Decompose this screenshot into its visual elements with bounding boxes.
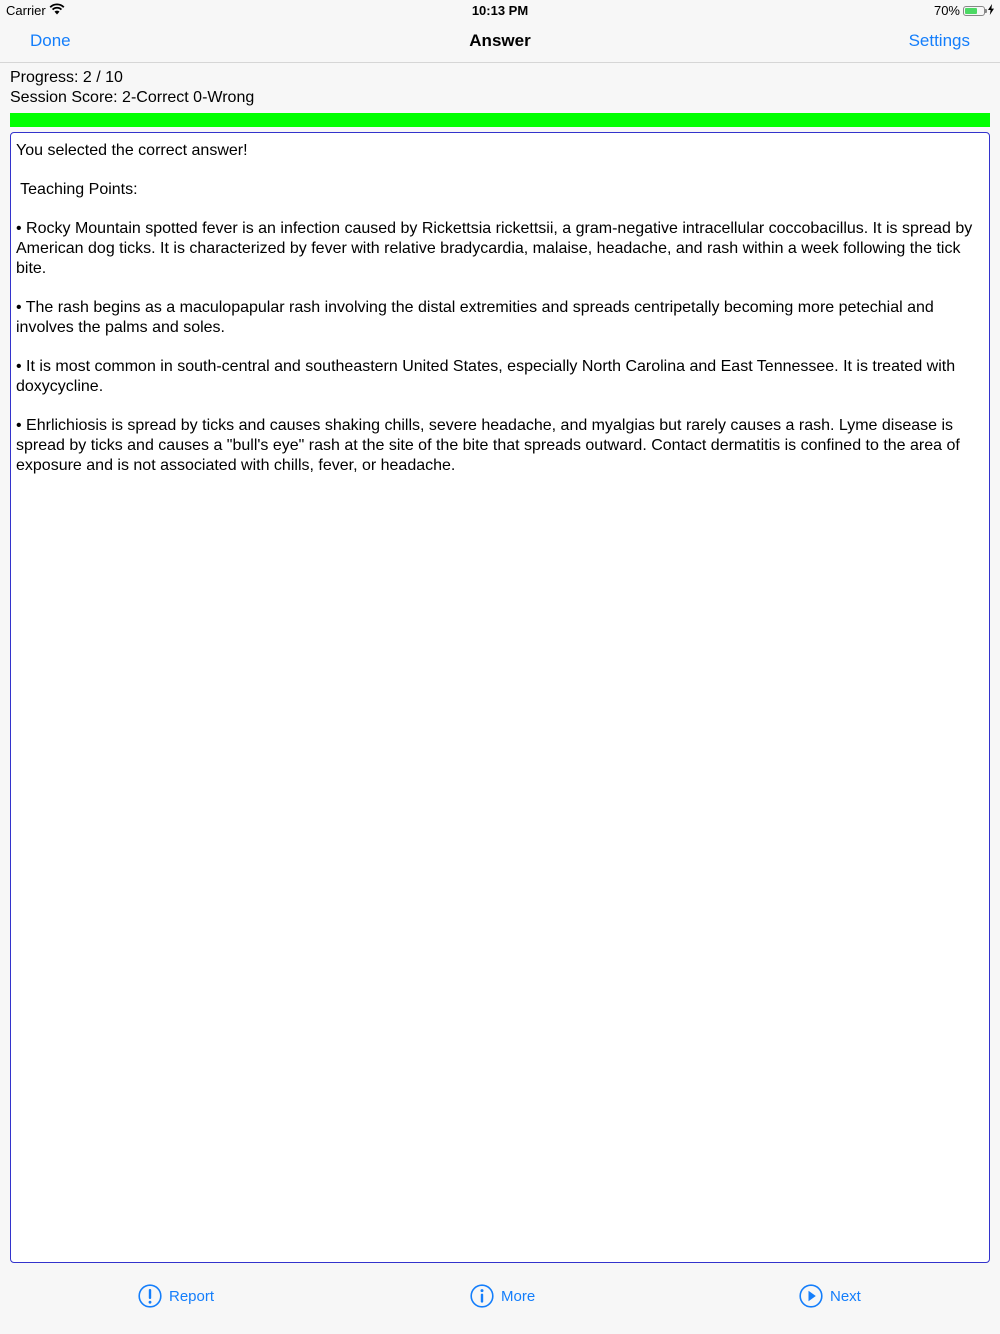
progress-bar-fill (10, 113, 990, 127)
teaching-points-heading: Teaching Points: (16, 181, 138, 198)
done-button[interactable]: Done (30, 31, 71, 50)
teaching-point: • The rash begins as a maculopapular rash involving the distal extremities and spreads centripetally becoming more petechial and involves the palms and soles. (16, 299, 934, 336)
battery-percent: 70% (933, 3, 960, 18)
answer-text-view[interactable] (10, 132, 990, 1263)
session-score-text: Session Score: 2-Correct 0-Wrong (10, 89, 255, 106)
more-button[interactable] (470, 1284, 535, 1308)
teaching-point: • Ehrlichiosis is spread by ticks and causes shaking chills, severe headache, and myalgias but rarely causes a rash. Lyme disease is spread by ticks and causes a "bull's eye" rash at the site of the bite that spreads outward. Contact dermatitis is confined to the area of exposure and is not associated with chills, fever, or headache. (16, 417, 960, 474)
session-info (10, 68, 254, 108)
battery-indicator (934, 3, 994, 18)
settings-button[interactable]: Settings (908, 31, 970, 50)
clock: 10:13 PM (471, 3, 529, 18)
charging-bolt-icon (988, 3, 994, 18)
report-label: Report (169, 1287, 215, 1305)
carrier-label: Carrier (6, 3, 46, 18)
teaching-point: • It is most common in south-central and southeastern United States, especially North Carolina and East Tennessee. It is treated with doxycycline. (16, 358, 956, 395)
navigation-bar (0, 22, 1000, 63)
progress-text: Progress: 2 / 10 (10, 69, 123, 86)
info-circle-icon (470, 1284, 494, 1308)
battery-level-fill (965, 8, 977, 14)
more-label: More (501, 1287, 536, 1305)
answer-result-text: You selected the correct answer! (16, 142, 248, 159)
page-title: Answer (469, 31, 531, 50)
next-button[interactable] (799, 1284, 861, 1308)
exclamation-circle-icon (138, 1284, 162, 1308)
bottom-toolbar (0, 1268, 1000, 1328)
battery-icon (963, 6, 985, 16)
progress-bar (10, 113, 990, 127)
status-bar (0, 0, 1000, 22)
report-button[interactable] (138, 1284, 214, 1308)
next-label: Next (830, 1287, 861, 1305)
teaching-point: • Rocky Mountain spotted fever is an infection caused by Rickettsia rickettsii, a gram-negative intracellular coccobacillus. It is spread by American dog ticks. It is characterized by fever with relative bradycardia, malaise, headache, and rash within a week following the tick bite. (16, 220, 973, 277)
play-circle-icon (799, 1284, 823, 1308)
